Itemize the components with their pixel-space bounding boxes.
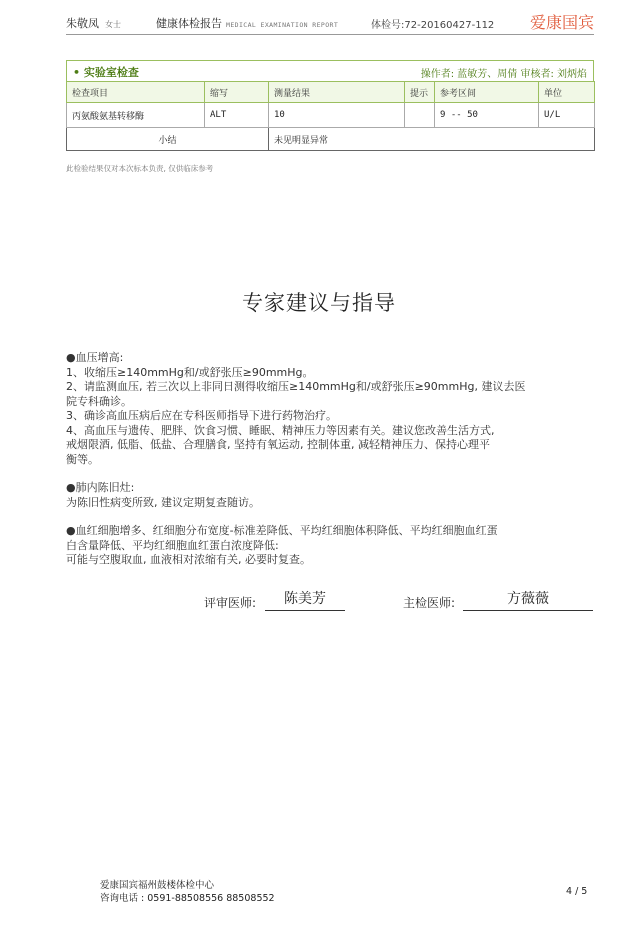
page-footer <box>100 880 275 905</box>
advice-line: 为陈旧性病变所致, 建议定期复查随访。 <box>66 495 260 509</box>
footer-org: 爱康国宾福州鼓楼体检中心 <box>100 880 215 891</box>
brand-logo: 爱康国宾 <box>529 13 594 32</box>
page-number: 4 / 5 <box>566 886 588 897</box>
patient-gender: 女士 <box>105 20 121 29</box>
lab-section-header <box>66 60 594 81</box>
advice-line: ●血压增高: <box>66 351 124 364</box>
summary-label: 小结 <box>67 128 269 151</box>
report-title-en: MEDICAL EXAMINATION REPORT <box>226 21 339 29</box>
advice-line: 衡等。 <box>66 452 99 466</box>
table-row <box>67 103 595 128</box>
advice-line: 白含量降低、平均红细胞血红蛋白浓度降低: <box>66 538 279 552</box>
cell-abbr: ALT <box>205 103 269 128</box>
report-title: 健康体检报告 <box>156 17 222 30</box>
advice-block-blood-cells <box>66 524 596 568</box>
advice-line: ●血红细胞增多、红细胞分布宽度-标准差降低、平均红细胞体积降低、平均红细胞血红蛋 <box>66 524 498 537</box>
lab-disclaimer: 此检验结果仅对本次标本负责, 仅供临床参考 <box>66 164 214 173</box>
reviewer-signature-line <box>265 588 345 611</box>
report-header <box>66 12 594 35</box>
footer-phone: 咨询电话 : 0591-88508556 88508552 <box>100 892 275 904</box>
lab-operators: 操作者: 蓝敏芳、周倩 审核者: 刘炳焰 <box>420 69 587 80</box>
col-header-item: 检查项目 <box>67 82 205 103</box>
col-header-result: 测量结果 <box>269 82 405 103</box>
col-header-abbr: 缩写 <box>205 82 269 103</box>
advice-line: 1、收缩压≥140mmHg和/或舒张压≥90mmHg。 <box>66 365 314 379</box>
advice-line: 3、确诊高血压病后应在专科医师指导下进行药物治疗。 <box>66 409 337 422</box>
summary-text: 未见明显异常 <box>269 128 595 151</box>
chief-signature-line <box>463 588 593 611</box>
summary-row <box>67 128 595 151</box>
advice-title: 专家建议与指导 <box>242 291 396 315</box>
reviewer-name: 陈美芳 <box>284 591 326 607</box>
lab-results-table <box>66 81 595 151</box>
advice-block-blood-pressure <box>66 351 596 467</box>
advice-line: 戒烟限酒, 低脂、低盐、合理膳食, 坚持有氧运动, 控制体重, 减轻精神压力、保持心理平 <box>66 438 490 451</box>
advice-line: 4、高血压与遗传、肥胖、饮食习惯、睡眠、精神压力等因素有关。建议您改善生活方式, <box>66 423 495 437</box>
exam-number: 体检号:72-20160427-112 <box>371 20 495 31</box>
patient-name: 朱敬凤 <box>66 17 99 30</box>
cell-hint <box>405 103 435 128</box>
col-header-unit: 单位 <box>539 82 595 103</box>
advice-line: 院专科确诊。 <box>66 394 132 408</box>
col-header-range: 参考区间 <box>435 82 539 103</box>
chief-name: 方薇薇 <box>507 591 549 607</box>
lab-table-header-row <box>67 82 595 103</box>
lab-section <box>66 60 594 151</box>
cell-result: 10 <box>269 103 405 128</box>
col-header-hint: 提示 <box>405 82 435 103</box>
advice-line: 2、请监测血压, 若三次以上非同日测得收缩压≥140mmHg和/或舒张压≥90mmHg, 建议去医 <box>66 380 526 393</box>
cell-range: 9 -- 50 <box>435 103 539 128</box>
advice-line: ●肺内陈旧灶: <box>66 481 135 494</box>
patient-name-block <box>66 15 121 31</box>
lab-section-title: • 实验室检查 <box>73 66 139 79</box>
chief-label: 主检医师: <box>403 596 456 610</box>
cell-unit: U/L <box>539 103 595 128</box>
cell-item: 丙氨酸氨基转移酶 <box>67 103 205 128</box>
report-title-block <box>156 15 338 31</box>
advice-line: 可能与空腹取血, 血液相对浓缩有关, 必要时复查。 <box>66 553 311 566</box>
reviewer-label: 评审医师: <box>204 596 257 610</box>
advice-block-lung <box>66 481 596 510</box>
advice-body <box>66 351 596 582</box>
